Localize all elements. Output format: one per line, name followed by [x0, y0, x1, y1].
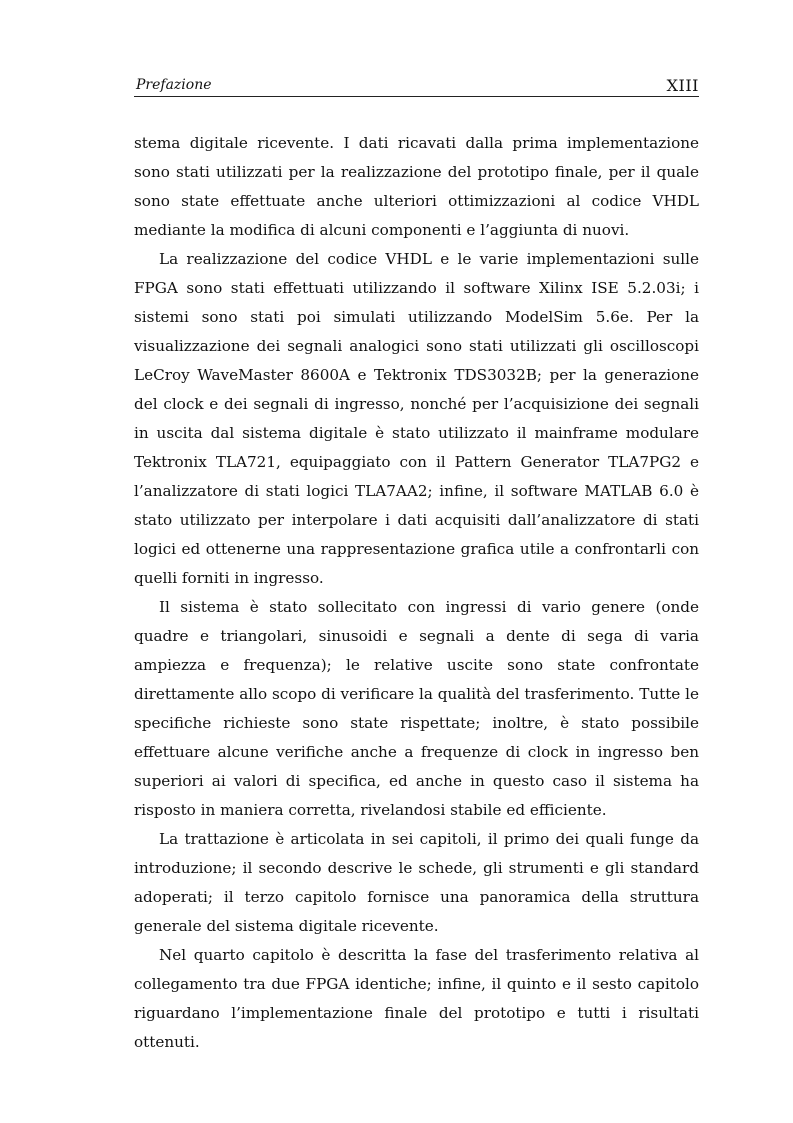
page-header — [134, 72, 699, 97]
page-body — [134, 129, 699, 1057]
chapter-title: Prefazione — [136, 77, 212, 93]
paragraph-chapters: Nel quarto capitolo è descritta la fase del trasferimento relativa al collegamento tra due FPGA identiche; infine, il quinto e il sesto capitolo riguardano l’implementazione finale del prototipo e tutti i risultati ottenuti. — [134, 946, 699, 1051]
paragraph-continued: stema digitale ricevente. I dati ricavati dalla prima implementazione sono stati utilizzati per la realizzazione del prototipo finale, per il quale sono state effettuate anche ulteriori ottimizzazioni al codice VHDL mediante la modifica di alcuni componenti e l’aggiunta di nuovi. — [134, 134, 699, 239]
paragraph-testing: Il sistema è stato sollecitato con ingressi di vario genere (onde quadre e triangolari, sinusoidi e segnali a dente di sega di varia ampiezza e frequenza); le relative uscite sono state confrontate direttamente allo scopo di verificare la qualità del trasferimento. Tutte le specifiche richieste sono state rispettate; inoltre, è stato possibile effettuare alcune verifiche anche a frequenze di clock in ingresso ben superiori ai valori di specifica, ed anche in questo caso il sistema ha risposto in maniera corretta, rivelandosi stabile ed efficiente. — [134, 598, 699, 819]
paragraph-tools: La realizzazione del codice VHDL e le varie implementazioni sulle FPGA sono stati effettuati utilizzando il software Xilinx ISE 5.2.03i; i sistemi sono stati poi simulati utilizzando ModelSim 5.6e. Per la visualizzazione dei segnali analogici sono stati utilizzati gli oscilloscopi LeCroy WaveMaster 8600A e Tektronix TDS3032B; per la generazione del clock e dei segnali di ingresso, nonché per l’acquisizione dei segnali in uscita dal sistema digitale è stato utilizzato il mainframe modulare Tektronix TLA721, equipaggiato con il Pattern Generator TLA7PG2 e l’analizzatore di stati logici TLA7AA2; infine, il software MATLAB 6.0 è stato utilizzato per interpolare i dati acquisiti dall’analizzatore di stati logici ed ottenerne una rappresentazione grafica utile a confrontarli con quelli forniti in ingresso. — [134, 250, 699, 587]
paragraph-structure: La trattazione è articolata in sei capitoli, il primo dei quali funge da introduzione; il secondo descrive le schede, gli strumenti e gli standard adoperati; il terzo capitolo fornisce una panoramica della struttura generale del sistema digitale ricevente. — [134, 830, 699, 935]
page-number: XIII — [666, 76, 699, 95]
